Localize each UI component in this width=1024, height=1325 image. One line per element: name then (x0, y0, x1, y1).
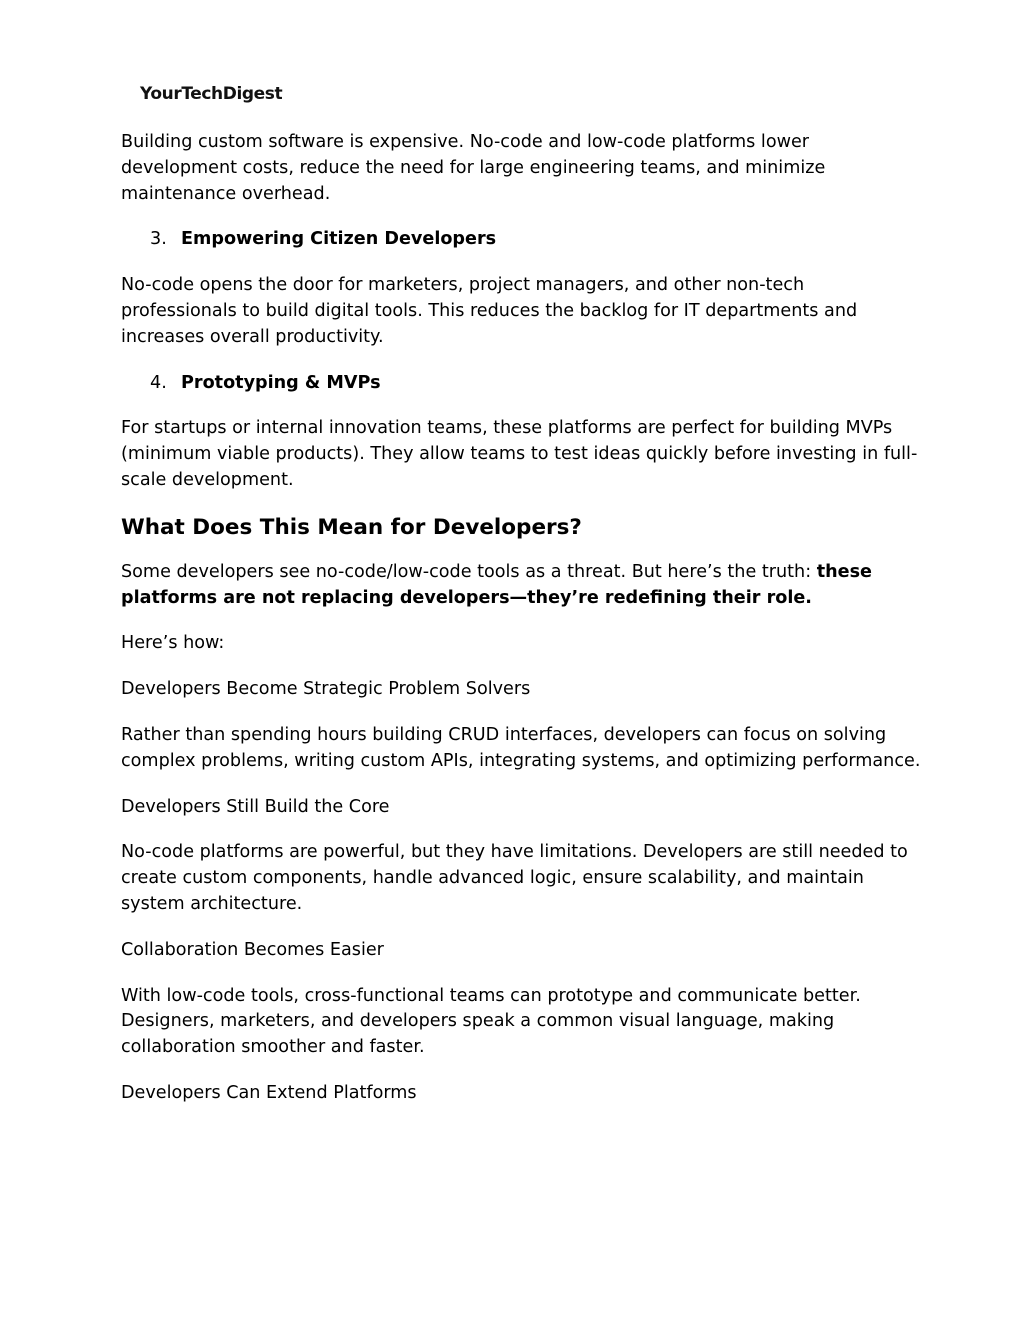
section-intro-bold-text: these platforms are not replacing developers—they’re redefining their role. (121, 561, 872, 608)
subsection-paragraph: No-code platforms are powerful, but they have limitations. Developers are still needed to create custom components, handle advanced logic, ensure scalability, and maintain system architecture. (121, 842, 908, 914)
heres-how-text: Here’s how: (121, 633, 225, 654)
list-title: Empowering Citizen Developers (181, 229, 497, 250)
list-item-paragraph: No-code opens the door for marketers, project managers, and other non-tech professionals to build digital tools. This reduces the backlog for IT departments and increases overall productivity. (121, 275, 858, 347)
subsection-paragraph: Rather than spending hours building CRUD interfaces, developers can focus on solving complex problems, writing custom APIs, integrating systems, and optimizing performance. (121, 724, 921, 771)
section-heading: What Does This Mean for Developers? (121, 514, 582, 540)
subsection-title: Developers Become Strategic Problem Solvers (121, 679, 531, 700)
list-number: 4. (150, 372, 167, 393)
list-title: Prototyping & MVPs (181, 372, 381, 393)
list-item-paragraph: For startups or internal innovation teams, these platforms are perfect for building MVPs (minimum viable products). They allow teams to test ideas quickly before investing in full-scale development. (121, 418, 918, 490)
section-intro-text: Some developers see no-code/low-code tools as a threat. But here’s the truth: (121, 561, 812, 582)
subsection-title: Developers Can Extend Platforms (121, 1082, 417, 1103)
subsection-title: Developers Still Build the Core (121, 796, 390, 817)
section-intro-paragraph (121, 560, 921, 612)
intro-paragraph: Building custom software is expensive. No-code and low-code platforms lower development costs, reduce the need for large engineering teams, and minimize maintenance overhead. (121, 132, 826, 204)
article-body (121, 130, 921, 1127)
list-number: 3. (150, 229, 167, 250)
subsection-title: Collaboration Becomes Easier (121, 939, 384, 960)
subsection-paragraph: With low-code tools, cross-functional teams can prototype and communicate better. Designers, marketers, and developers speak a common visual language, making collaboration smoother and faster. (121, 985, 861, 1058)
list-item-heading (121, 371, 921, 397)
site-logo: YourTechDigest (140, 84, 283, 104)
list-item-heading (121, 227, 921, 253)
